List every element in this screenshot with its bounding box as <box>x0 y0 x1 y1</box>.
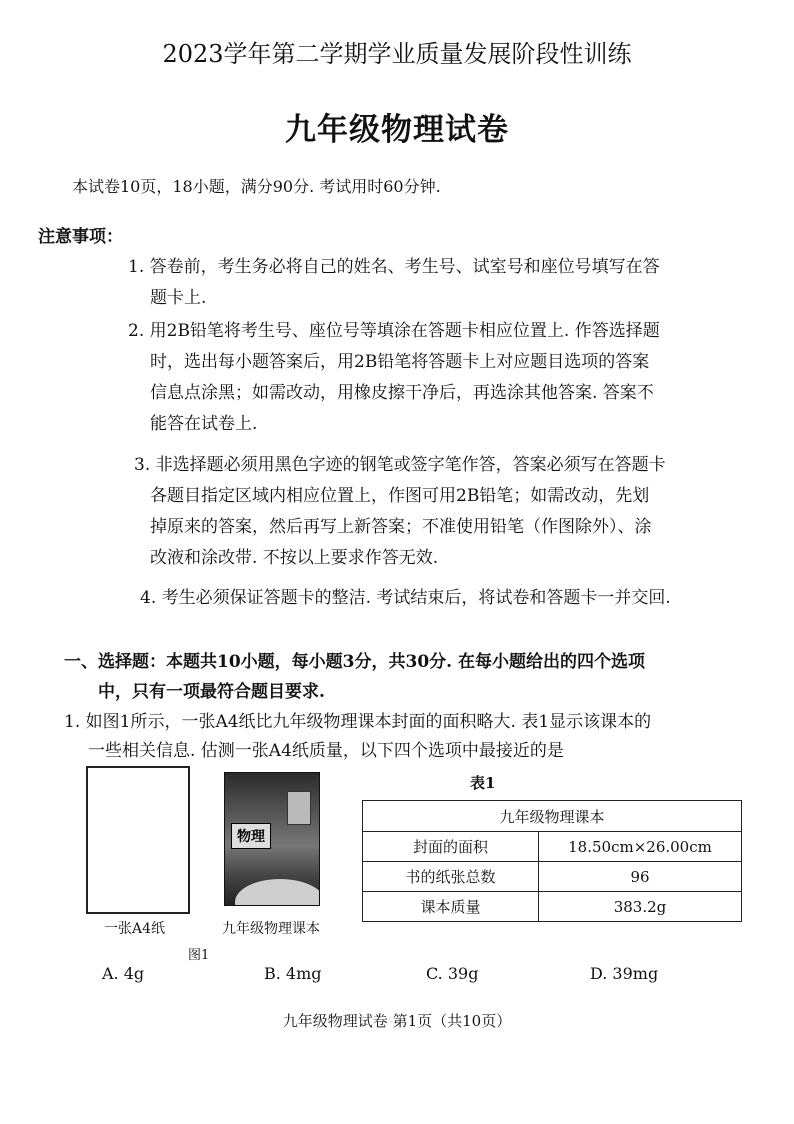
notice-line: 时，选出每小题答案后，用2B铅笔将答题卡上对应题目选项的答案 <box>150 352 650 372</box>
table-header-cell: 九年级物理课本 <box>363 801 742 832</box>
table-row <box>363 832 742 862</box>
table-value-cell: 96 <box>539 862 742 892</box>
question-line: 1. 如图1所示，一张A4纸比九年级物理课本封面的面积略大. 表1显示该课本的 <box>64 712 652 732</box>
page-footer: 九年级物理试卷 第1页（共10页） <box>282 1012 512 1030</box>
notice-item-1 <box>128 252 748 314</box>
notice-heading: 注意事项： <box>38 227 123 247</box>
paper-title: 九年级物理试卷 <box>285 112 509 148</box>
table-label-cell: 课本质量 <box>363 892 539 922</box>
notice-line: 4. 考生必须保证答题卡的整洁. 考试结束后，将试卷和答题卡一并交回. <box>140 588 671 608</box>
option-d: D. 39mg <box>590 964 659 983</box>
figure-label: 图1 <box>188 948 210 963</box>
table-label-cell: 书的纸张总数 <box>363 862 539 892</box>
table-row <box>363 801 742 832</box>
option-b: B. 4mg <box>264 964 322 983</box>
question-line: 一些相关信息. 估测一张A4纸质量，以下四个选项中最接近的是 <box>88 741 564 761</box>
a4-paper-caption: 一张A4纸 <box>104 921 166 937</box>
table-row <box>363 862 742 892</box>
section-heading-line: 一、选择题：本题共10小题，每小题3分，共30分. 在每小题给出的四个选项 <box>64 652 645 672</box>
table-value-cell: 383.2g <box>539 892 742 922</box>
a4-paper-illustration <box>86 766 190 914</box>
notice-line: 信息点涂黑；如需改动，用橡皮擦干净后，再选涂其他答案. 答案不 <box>150 383 654 403</box>
notice-item-3 <box>134 450 754 574</box>
notice-line: 题卡上. <box>150 288 207 308</box>
notice-item-2 <box>128 316 748 440</box>
question-1-stem <box>64 708 754 766</box>
exam-header-line: 2023学年第二学期学业质量发展阶段性训练 <box>162 40 632 68</box>
notice-line: 改液和涂改带. 不按以上要求作答无效. <box>150 548 439 568</box>
cover-planet-graphic <box>235 879 320 906</box>
notice-line: 2. 用2B铅笔将考生号、座位号等填涂在答题卡相应位置上. 作答选择题 <box>128 321 660 341</box>
table-title: 表1 <box>470 774 496 792</box>
notice-line: 1. 答卷前，考生务必将自己的姓名、考生号、试室号和座位号填写在答 <box>128 257 660 277</box>
textbook-cover-image <box>224 772 320 906</box>
table-row <box>363 892 742 922</box>
table-value-cell: 18.50cm×26.00cm <box>539 832 742 862</box>
textbook-caption: 九年级物理课本 <box>222 921 320 937</box>
notice-line: 各题目指定区域内相应位置上，作图可用2B铅笔；如需改动，先划 <box>150 486 650 506</box>
textbook-info-table <box>362 800 742 922</box>
section-heading-line: 中，只有一项最符合题目要求. <box>98 682 325 702</box>
notice-line: 能答在试卷上. <box>150 414 258 434</box>
cover-tag-graphic <box>287 791 311 825</box>
notice-item-4 <box>140 583 760 614</box>
option-c: C. 39g <box>426 964 479 983</box>
table-label-cell: 封面的面积 <box>363 832 539 862</box>
notice-line: 3. 非选择题必须用黑色字迹的钢笔或签字笔作答，答案必须写在答题卡 <box>134 455 666 475</box>
cover-title: 物理 <box>231 823 271 849</box>
option-a: A. 4g <box>102 964 145 983</box>
paper-intro: 本试卷10页，18小题，满分90分. 考试用时60分钟. <box>72 177 441 196</box>
section-heading <box>64 647 754 707</box>
notice-line: 掉原来的答案，然后再写上新答案；不准使用铅笔（作图除外）、涂 <box>150 517 652 537</box>
